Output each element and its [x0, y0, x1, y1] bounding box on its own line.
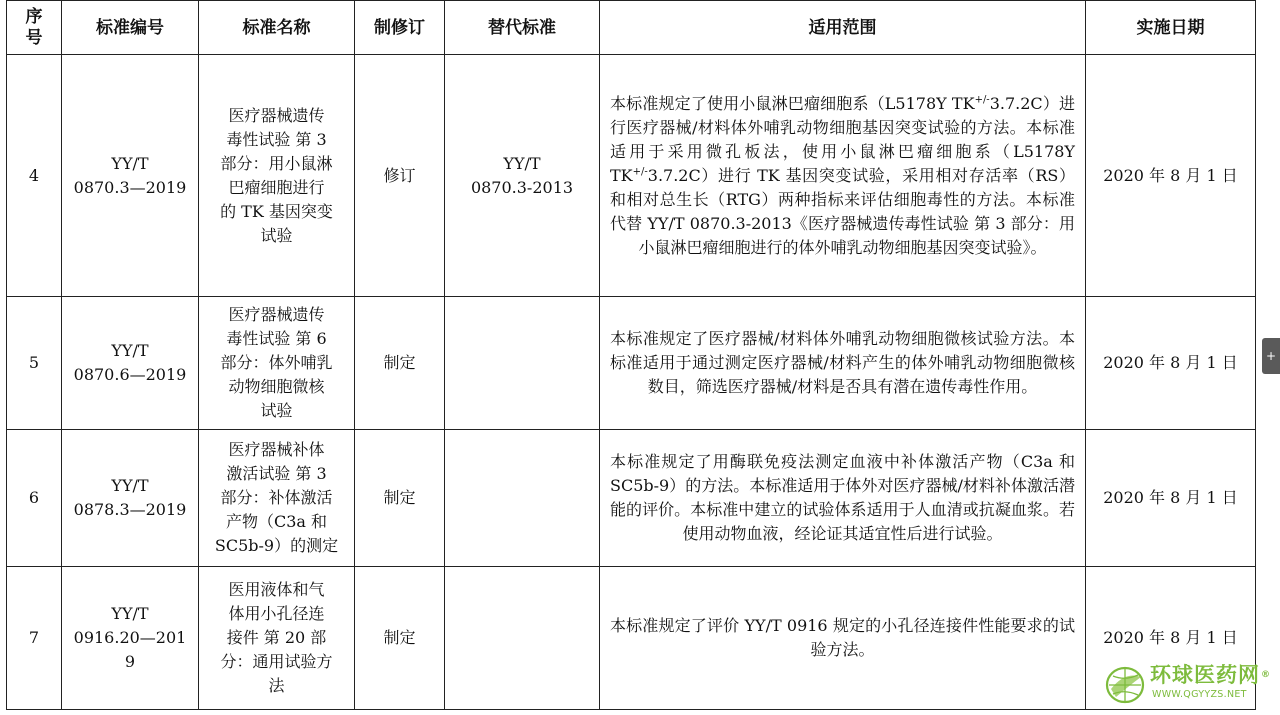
scope-text-1: 本标准规定了使用小鼠淋巴瘤细胞系（L5178Y TK — [610, 93, 975, 113]
scope-text-2: 3.7.2C）进行医疗器械/材料体外哺乳动物细胞基因突变试验的方法。本标准适用于采用微孔板法，使用小鼠淋巴瘤细胞系（L5178Y TK — [610, 93, 1075, 185]
watermark-title: 环球医药网 — [1150, 663, 1260, 687]
row-name: 医疗器械遗传 毒性试验 第 3 部分：用小鼠淋 巴瘤细胞进行 的 TK 基因突变 试验 — [199, 55, 355, 297]
table-row — [7, 430, 1256, 567]
row-replaces: YY/T 0870.3-2013 — [445, 55, 600, 297]
row-name: 医用液体和气 体用小孔径连 接件 第 20 部 分：通用试验方 法 — [199, 567, 355, 710]
side-expand-button[interactable]: + — [1262, 338, 1280, 374]
header-revision: 制修订 — [355, 1, 445, 55]
watermark-registered-mark: ® — [1261, 670, 1271, 680]
header-name: 标准名称 — [199, 1, 355, 55]
watermark — [1104, 661, 1274, 709]
row-seq: 5 — [7, 297, 62, 430]
row-code: YY/T 0870.6—2019 — [62, 297, 199, 430]
row-code: YY/T 0878.3—2019 — [62, 430, 199, 567]
row-name: 医疗器械补体 激活试验 第 3 部分：补体激活 产物（C3a 和 SC5b-9）的测定 — [199, 430, 355, 567]
row-date: 2020 年 8 月 1 日 — [1086, 55, 1256, 297]
row-date: 2020 年 8 月 1 日 — [1086, 430, 1256, 567]
row-scope: 本标准规定了评价 YY/T 0916 规定的小孔径连接件性能要求的试验方法。 — [600, 567, 1086, 710]
row-code: YY/T 0870.3—2019 — [62, 55, 199, 297]
row-scope — [600, 55, 1086, 297]
header-seq: 序 号 — [7, 1, 62, 55]
standards-table — [6, 0, 1256, 710]
watermark-url: WWW.QGYYZS.NET — [1152, 689, 1247, 700]
row-revision: 制定 — [355, 297, 445, 430]
row-revision: 修订 — [355, 55, 445, 297]
row-date: 2020 年 8 月 1 日 — [1086, 567, 1256, 710]
row-replaces — [445, 297, 600, 430]
scope-superscript-1: +/- — [974, 94, 990, 106]
row-revision: 制定 — [355, 567, 445, 710]
table-row — [7, 567, 1256, 710]
row-replaces — [445, 430, 600, 567]
table-row — [7, 297, 1256, 430]
row-scope: 本标准规定了医疗器械/材料体外哺乳动物细胞微核试验方法。本标准适用于通过测定医疗器械/材料产生的体外哺乳动物细胞微核数目，筛选医疗器械/材料是否具有潜在遗传毒性作用。 — [600, 297, 1086, 430]
row-scope: 本标准规定了用酶联免疫法测定血液中补体激活产物（C3a 和 SC5b-9）的方法。本标准适用于体外对医疗器械/材料补体激活潜能的评价。本标准中建立的试验体系适用于人血清或抗凝血浆。若使用动物血液，经论证其适宜性后进行试验。 — [600, 430, 1086, 567]
header-row — [7, 1, 1256, 55]
row-date: 2020 年 8 月 1 日 — [1086, 297, 1256, 430]
row-seq: 4 — [7, 55, 62, 297]
header-scope: 适用范围 — [600, 1, 1086, 55]
table-row — [7, 55, 1256, 297]
row-name: 医疗器械遗传 毒性试验 第 6 部分：体外哺乳 动物细胞微核 试验 — [199, 297, 355, 430]
row-revision: 制定 — [355, 430, 445, 567]
row-code: YY/T 0916.20—201 9 — [62, 567, 199, 710]
scope-superscript-2: +/- — [632, 166, 648, 178]
scope-text-3: 3.7.2C）进行 TK 基因突变试验，采用相对存活率（RS）和相对总生长（RTG）两种指标来评估细胞毒性的方法。本标准代替 YY/T 0870.3-2013《医疗器械遗传毒性试验 第 3 部分：用小鼠淋巴瘤细胞进行的体外哺乳动物细胞基因突变试验》。 — [610, 165, 1075, 257]
row-seq: 7 — [7, 567, 62, 710]
header-replaces: 替代标准 — [445, 1, 600, 55]
row-seq: 6 — [7, 430, 62, 567]
header-code: 标准编号 — [62, 1, 199, 55]
row-replaces — [445, 567, 600, 710]
header-date: 实施日期 — [1086, 1, 1256, 55]
globe-leaf-icon — [1104, 663, 1146, 705]
